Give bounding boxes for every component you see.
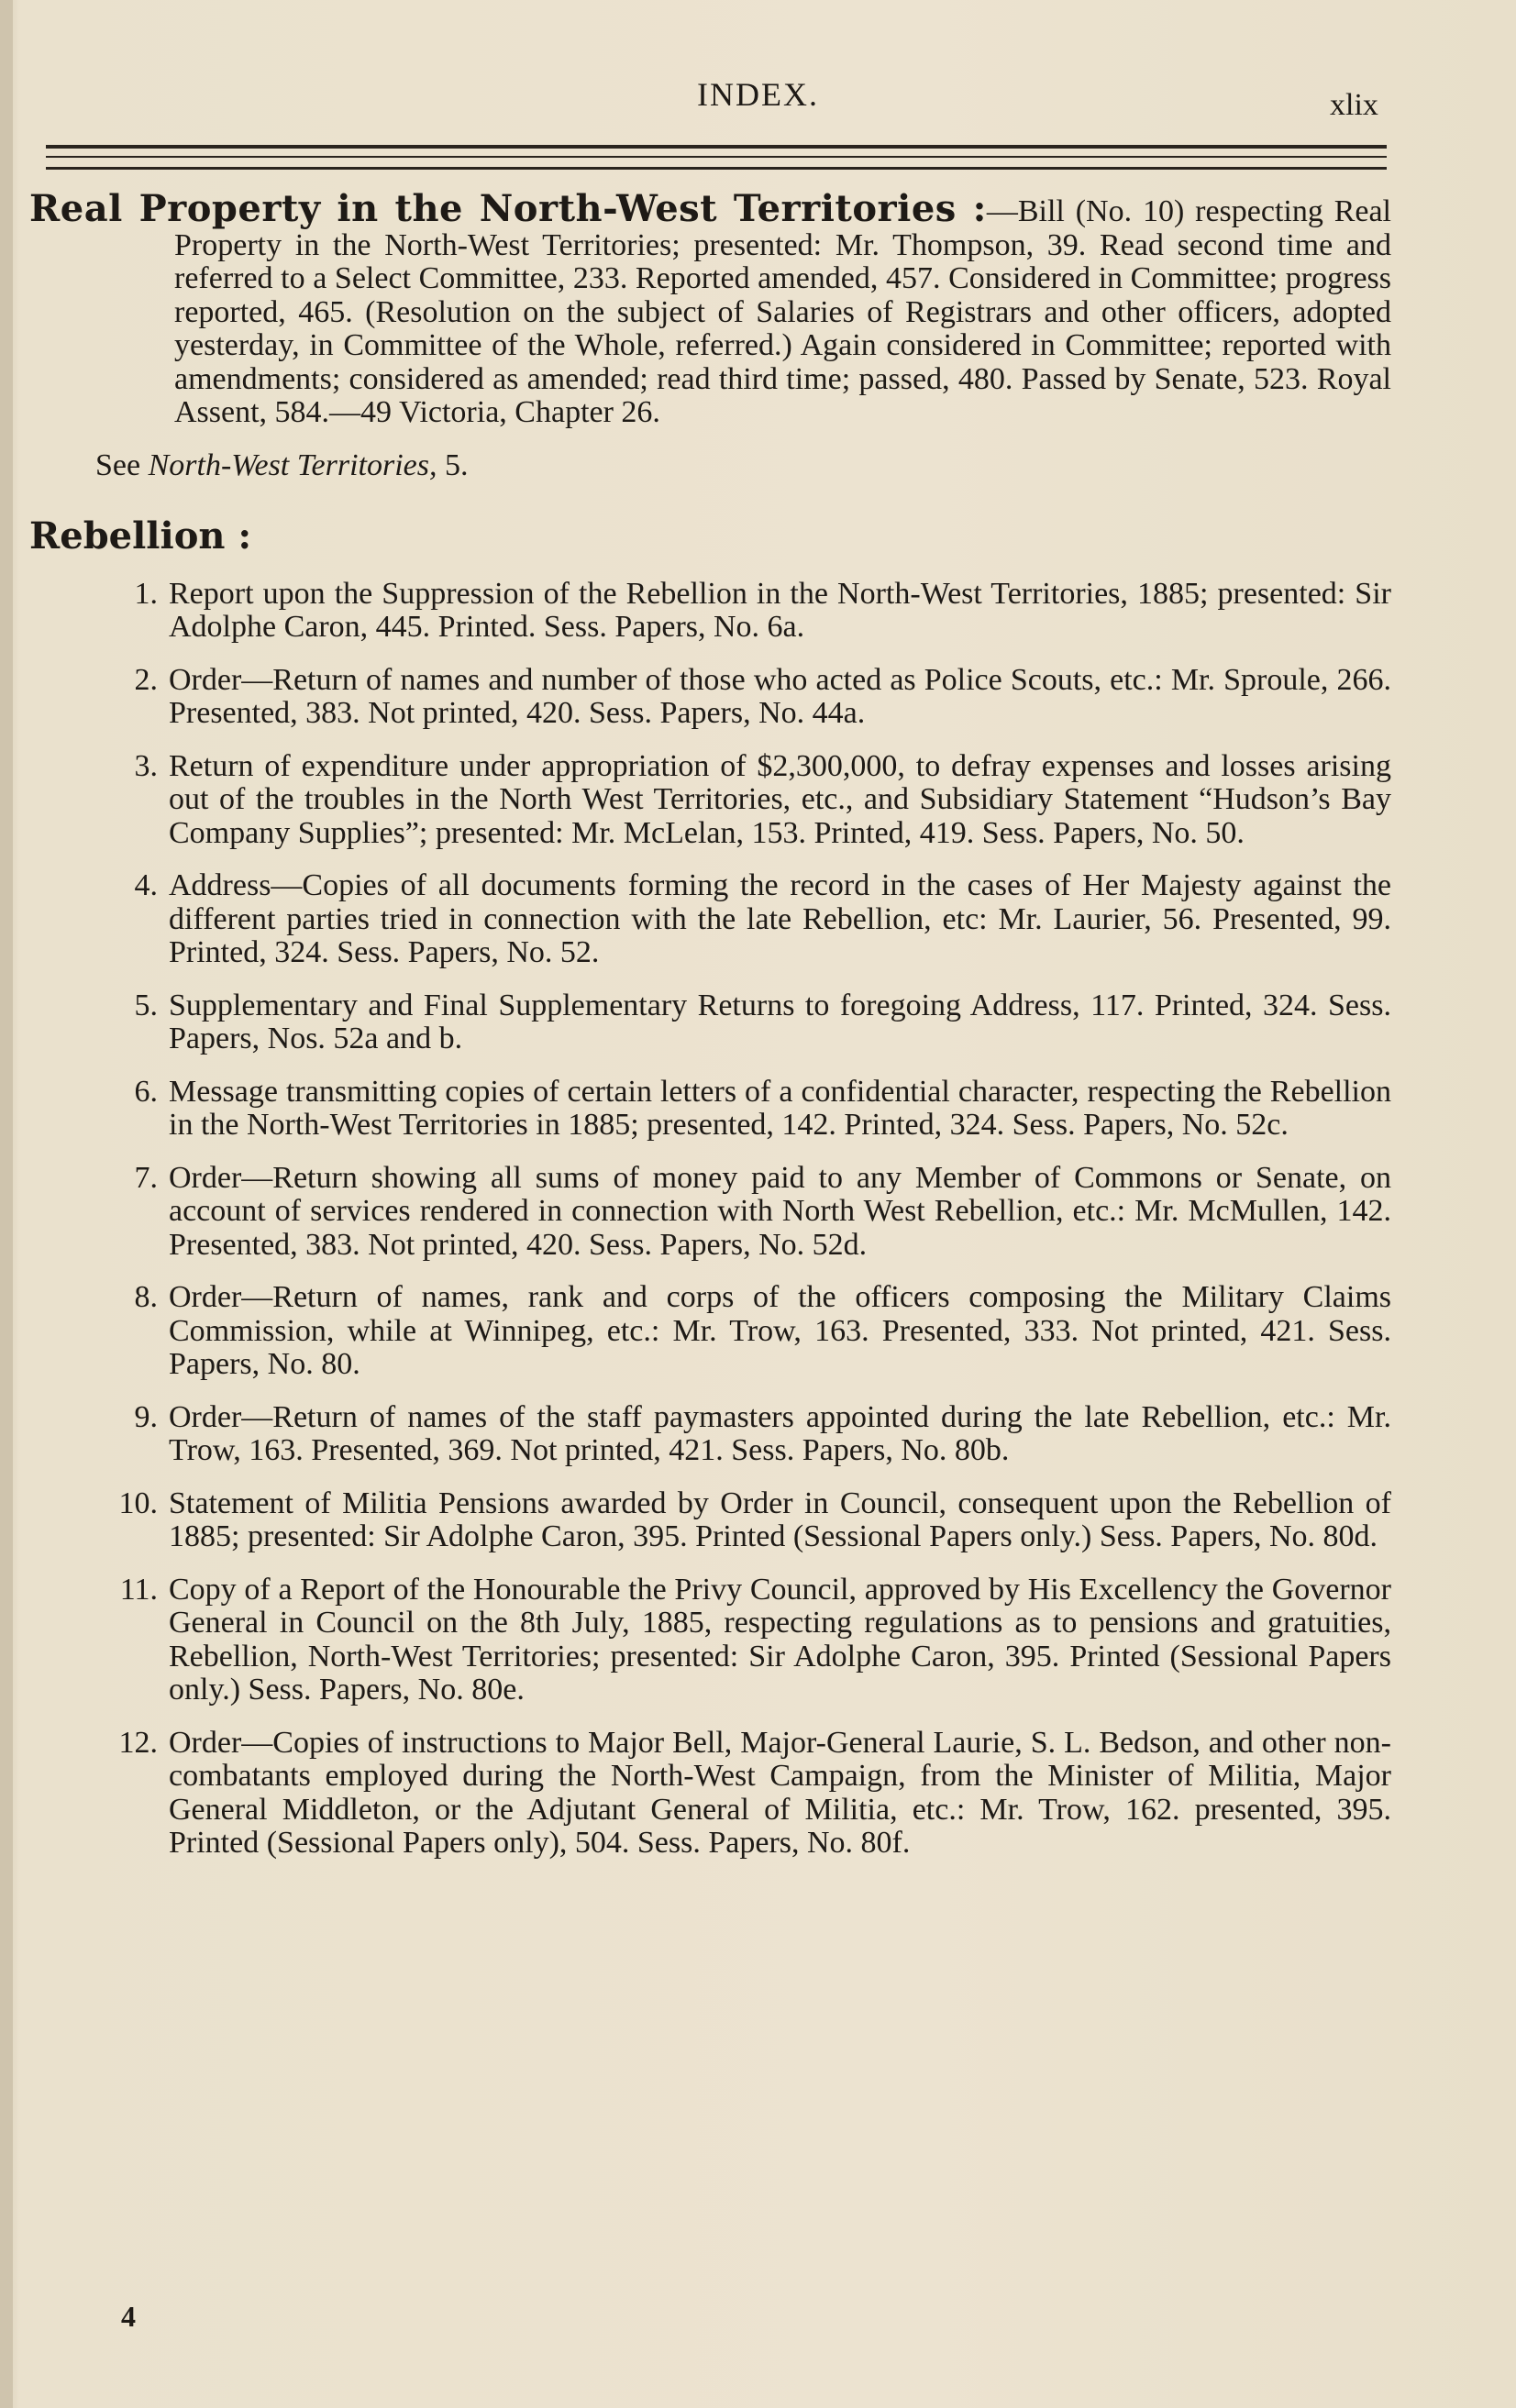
rebellion-item-text: Address—Copies of all documents forming the record in the cases of Her Majesty against the different parties tried in connection with the late Rebellion, etc: Mr. Laurier, 56. Presented, 99. Printed, 324. Sess. Papers, No. 52.: [169, 868, 1391, 969]
index-content: [29, 187, 1391, 1880]
see-reference: [95, 448, 1391, 483]
rebellion-item-text: Statement of Militia Pensions awarded by Order in Council, consequent upon the Rebellion of 1885; presented: Sir Adolphe Caron, 395. Printed (Sessional Papers only.) Sess. Papers, No. 80d.: [169, 1486, 1391, 1553]
rebellion-item-text: Return of expenditure under appropriation of $2,300,000, to defray expenses and losses arising out of the troubles in the North West Territories, etc., and Subsidiary Statement “Hudson’s Bay Company Supplies”; presented: Mr. McLelan, 153. Printed, 419. Sess. Papers, No. 50.: [169, 748, 1391, 850]
rebellion-item-number: 4.: [134, 868, 158, 902]
rebellion-item: [29, 1076, 1391, 1143]
rebellion-item: [29, 578, 1391, 645]
rebellion-item-number: 10.: [118, 1486, 158, 1520]
rebellion-item-text: Report upon the Suppression of the Rebellion in the North-West Territories, 1885; presented: Sir Adolphe Caron, 445. Printed. Sess. Papers, No. 6a.: [169, 576, 1391, 644]
rebellion-item-number: 6.: [134, 1074, 158, 1109]
rebellion-item-number: 1.: [134, 576, 158, 611]
rebellion-item-text: Order—Copies of instructions to Major Bell, Major-General Laurie, S. L. Bedson, and other non-combatants employed during the North-West Campaign, from the Minister of Militia, Major General Middleton, or the Adjutant General of Militia, etc.: Mr. Trow, 162. presented, 395. Printed (Sessional Papers only), 504. Sess. Papers, No. 80f.: [169, 1725, 1391, 1860]
rebellion-item-text: Supplementary and Final Supplementary Returns to foregoing Address, 117. Printed, 324. Sess. Papers, Nos. 52a and b.: [169, 988, 1391, 1055]
rebellion-item: [29, 989, 1391, 1056]
rebellion-item-text: Order—Return of names and number of those who acted as Police Scouts, etc.: Mr. Sproule, 266. Presented, 383. Not printed, 420. Sess. Papers, No. 44a.: [169, 662, 1391, 730]
rebellion-item-number: 3.: [134, 748, 158, 783]
rebellion-item-number: 9.: [134, 1399, 158, 1434]
see-ref-number: 5.: [444, 447, 469, 482]
rebellion-item-number: 8.: [134, 1280, 158, 1314]
rebellion-item: [29, 664, 1391, 731]
page-edge: [0, 0, 13, 2408]
rebellion-item-text: Message transmitting copies of certain letters of a confidential character, respecting the Rebellion in the North-West Territories in 1885; presented, 142. Printed, 324. Sess. Papers, No. 52c.: [169, 1074, 1391, 1142]
rebellion-item: [29, 869, 1391, 970]
rebellion-item-number: 5.: [134, 988, 158, 1022]
rebellion-item-text: Order—Return of names of the staff paymasters appointed during the late Rebellion, etc.: Mr. Trow, 163. Presented, 369. Not printed, 421. Sess. Papers, No. 80b.: [169, 1399, 1391, 1467]
real-property-body: —Bill (No. 10) respecting Real Property in the North-West Territories; presented: Mr. Thompson, 39. Read second time and referred to a Select Committee, 233. Reported amended, 457. Considered in Committee; progress reported, 465. (Resolution on the subject of Salaries of Registrars and other officers, adopted yesterday, in Committee of the Whole, referred.) Again considered in Committee; reported with amendments; considered as amended; read third time; passed, 480. Passed by Senate, 523. Royal Assent, 584.—49 Victoria, Chapter 26.: [174, 194, 1391, 429]
header-rule-bottom: [46, 167, 1387, 170]
see-prefix: See: [95, 447, 141, 482]
rebellion-item-text: Order—Return of names, rank and corps of the officers composing the Military Claims Commission, while at Winnipeg, etc.: Mr. Trow, 163. Presented, 333. Not printed, 421. Sess. Papers, No. 80.: [169, 1280, 1391, 1381]
header-rule-middle: [46, 156, 1387, 158]
rebellion-item-number: 2.: [134, 662, 158, 697]
page-header-title: INDEX.: [697, 76, 819, 113]
rebellion-item-number: 11.: [119, 1572, 158, 1607]
rebellion-item: [29, 750, 1391, 851]
header-rule-top: [46, 145, 1387, 149]
rebellion-item: [29, 1162, 1391, 1263]
rebellion-heading: Rebellion :: [29, 514, 252, 558]
page-number: xlix: [1330, 88, 1378, 122]
real-property-heading: Real Property in the North-West Territories :: [29, 187, 987, 230]
rebellion-items-list: [29, 578, 1391, 1861]
see-ref-title: North-West Territories,: [148, 447, 437, 482]
rebellion-item-number: 12.: [118, 1725, 158, 1760]
rebellion-item: [29, 1401, 1391, 1468]
rebellion-item-text: Order—Return showing all sums of money paid to any Member of Commons or Senate, on account of services rendered in connection with North West Rebellion, etc.: Mr. McMullen, 142. Presented, 383. Not printed, 420. Sess. Papers, No. 52d.: [169, 1160, 1391, 1262]
real-property-entry: [29, 187, 1391, 430]
rebellion-item: [29, 1487, 1391, 1554]
rebellion-item: [29, 1281, 1391, 1382]
rebellion-item: [29, 1727, 1391, 1861]
rebellion-item-text: Copy of a Report of the Honourable the Privy Council, approved by His Excellency the Governor General in Council on the 8th July, 1885, respecting regulations as to pensions and gratuities, Rebellion, North-West Territories; presented: Sir Adolphe Caron, 395. Printed (Sessional Papers only.) Sess. Papers, No. 80e.: [169, 1572, 1391, 1707]
rebellion-item-number: 7.: [134, 1160, 158, 1195]
signature-mark: 4: [121, 2300, 136, 2333]
rebellion-item: [29, 1574, 1391, 1707]
